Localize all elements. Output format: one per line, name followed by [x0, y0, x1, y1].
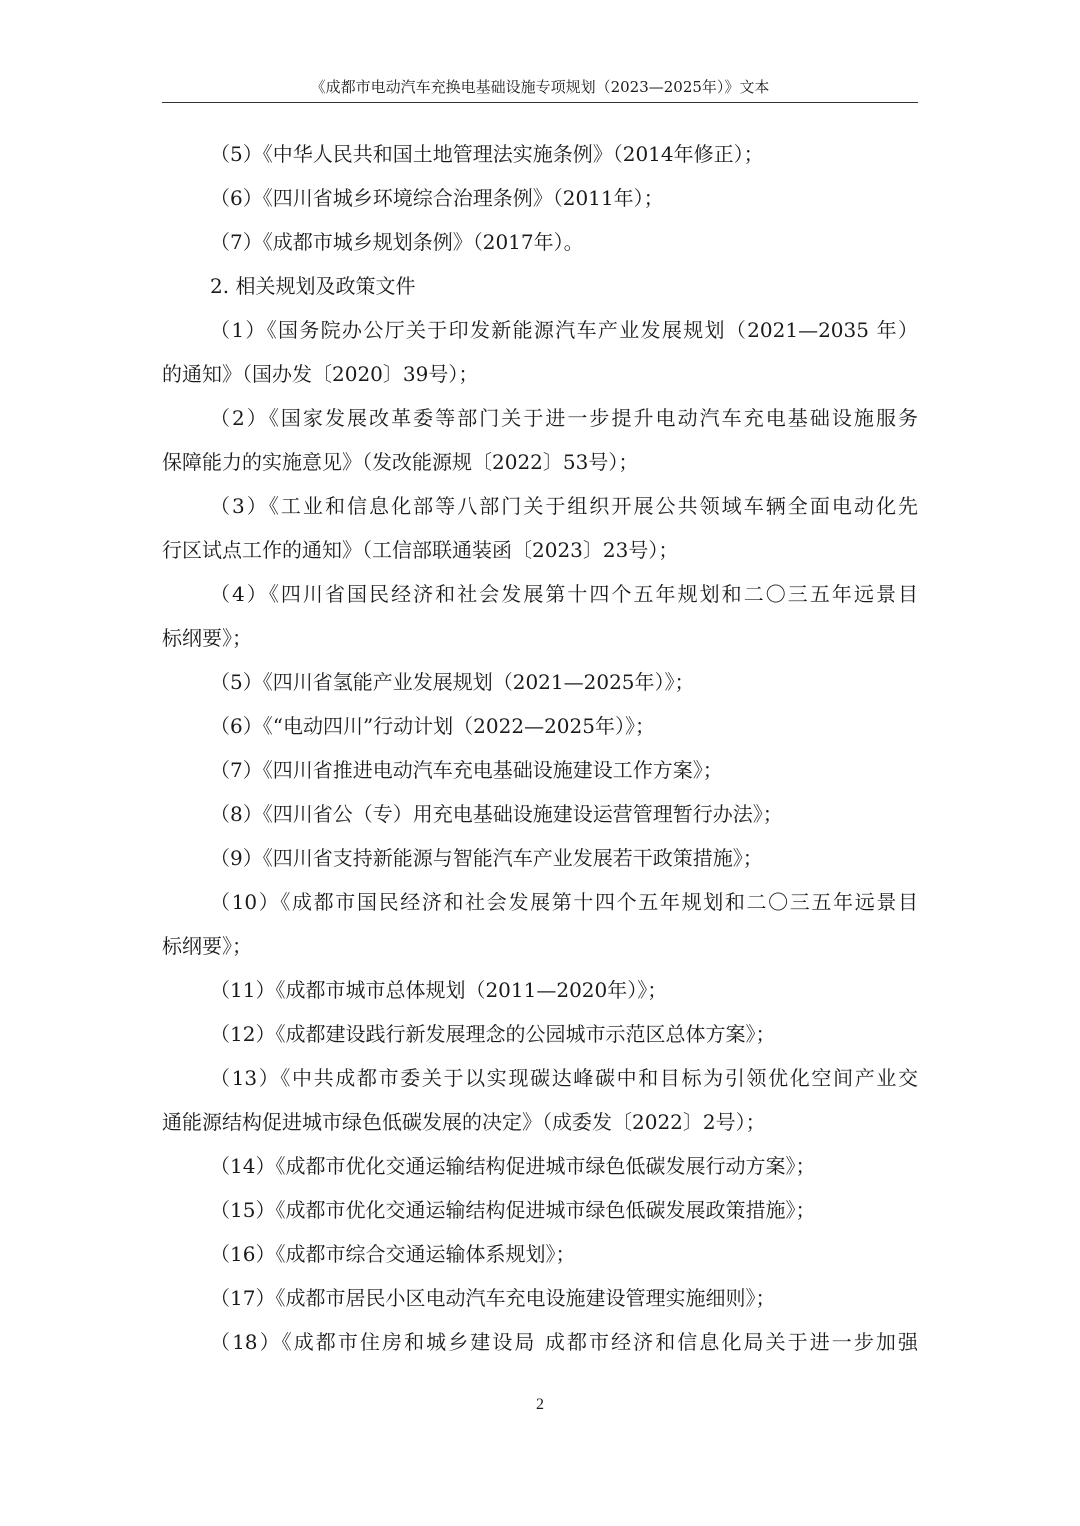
section-heading: 2. 相关规划及政策文件 — [210, 274, 416, 298]
list-item: （1）《国务院办公厅关于印发新能源汽车产业发展规划（2021—2035 年） — [210, 318, 918, 342]
list-item: （8）《四川省公（专）用充电基础设施建设运营管理暂行办法》； — [210, 802, 783, 826]
list-item: （7）《成都市城乡规划条例》（2017年）。 — [210, 230, 584, 254]
list-item: （13）《中共成都市委关于以实现碳达峰碳中和目标为引领优化空间产业交 — [210, 1066, 918, 1090]
list-item: （17）《成都市居民小区电动汽车充电设施建设管理实施细则》； — [210, 1286, 776, 1310]
list-item: （2）《国家发展改革委等部门关于进一步提升电动汽车充电基础设施服务 — [210, 406, 918, 430]
list-item: （5）《四川省氢能产业发展规划（2021—2025年）》； — [210, 670, 695, 694]
list-item: （9）《四川省支持新能源与智能汽车产业发展若干政策措施》； — [210, 846, 763, 870]
list-item: （11）《成都市城市总体规划（2011—2020年）》； — [210, 978, 668, 1002]
list-item-continuation: 保障能力的实施意见》（发改能源规〔2022〕53号）； — [162, 450, 639, 474]
document-body — [162, 132, 918, 1364]
list-item: （6）《四川省城乡环境综合治理条例》（2011年）； — [210, 186, 664, 210]
page-number: 2 — [536, 1396, 544, 1413]
list-item-continuation: 标纲要》； — [162, 626, 252, 650]
list-item: （5）《中华人民共和国土地管理法实施条例》（2014年修正）； — [210, 142, 764, 166]
list-item: （12）《成都建设践行新发展理念的公园城市示范区总体方案》； — [210, 1022, 776, 1046]
list-item: （16）《成都市综合交通运输体系规划》； — [210, 1242, 576, 1266]
list-item: （18）《成都市住房和城乡建设局 成都市经济和信息化局关于进一步加强 — [210, 1330, 918, 1354]
list-item: （14）《成都市优化交通运输结构促进城市绿色低碳发展行动方案》； — [210, 1154, 816, 1178]
list-item-continuation: 行区试点工作的通知》（工信部联通装函〔2023〕23号）； — [162, 538, 679, 562]
list-item: （4）《四川省国民经济和社会发展第十四个五年规划和二〇三五年远景目 — [210, 582, 918, 606]
list-item: （15）《成都市优化交通运输结构促进城市绿色低碳发展政策措施》； — [210, 1198, 816, 1222]
document-header: 《成都市电动汽车充换电基础设施专项规划（2023—2025年）》文本 — [162, 70, 918, 103]
list-item: （3）《工业和信息化部等八部门关于组织开展公共领域车辆全面电动化先 — [210, 494, 918, 518]
list-item: （7）《四川省推进电动汽车充电基础设施建设工作方案》； — [210, 758, 723, 782]
list-item: （6）《“电动四川”行动计划（2022—2025年）》； — [210, 714, 655, 738]
list-item-continuation: 的通知》（国办发〔2020〕39号）； — [162, 362, 479, 386]
list-item-continuation: 标纲要》； — [162, 934, 252, 958]
list-item-continuation: 通能源结构促进城市绿色低碳发展的决定》（成委发〔2022〕2号）； — [162, 1110, 766, 1134]
list-item: （10）《成都市国民经济和社会发展第十四个五年规划和二〇三五年远景目 — [210, 890, 918, 914]
